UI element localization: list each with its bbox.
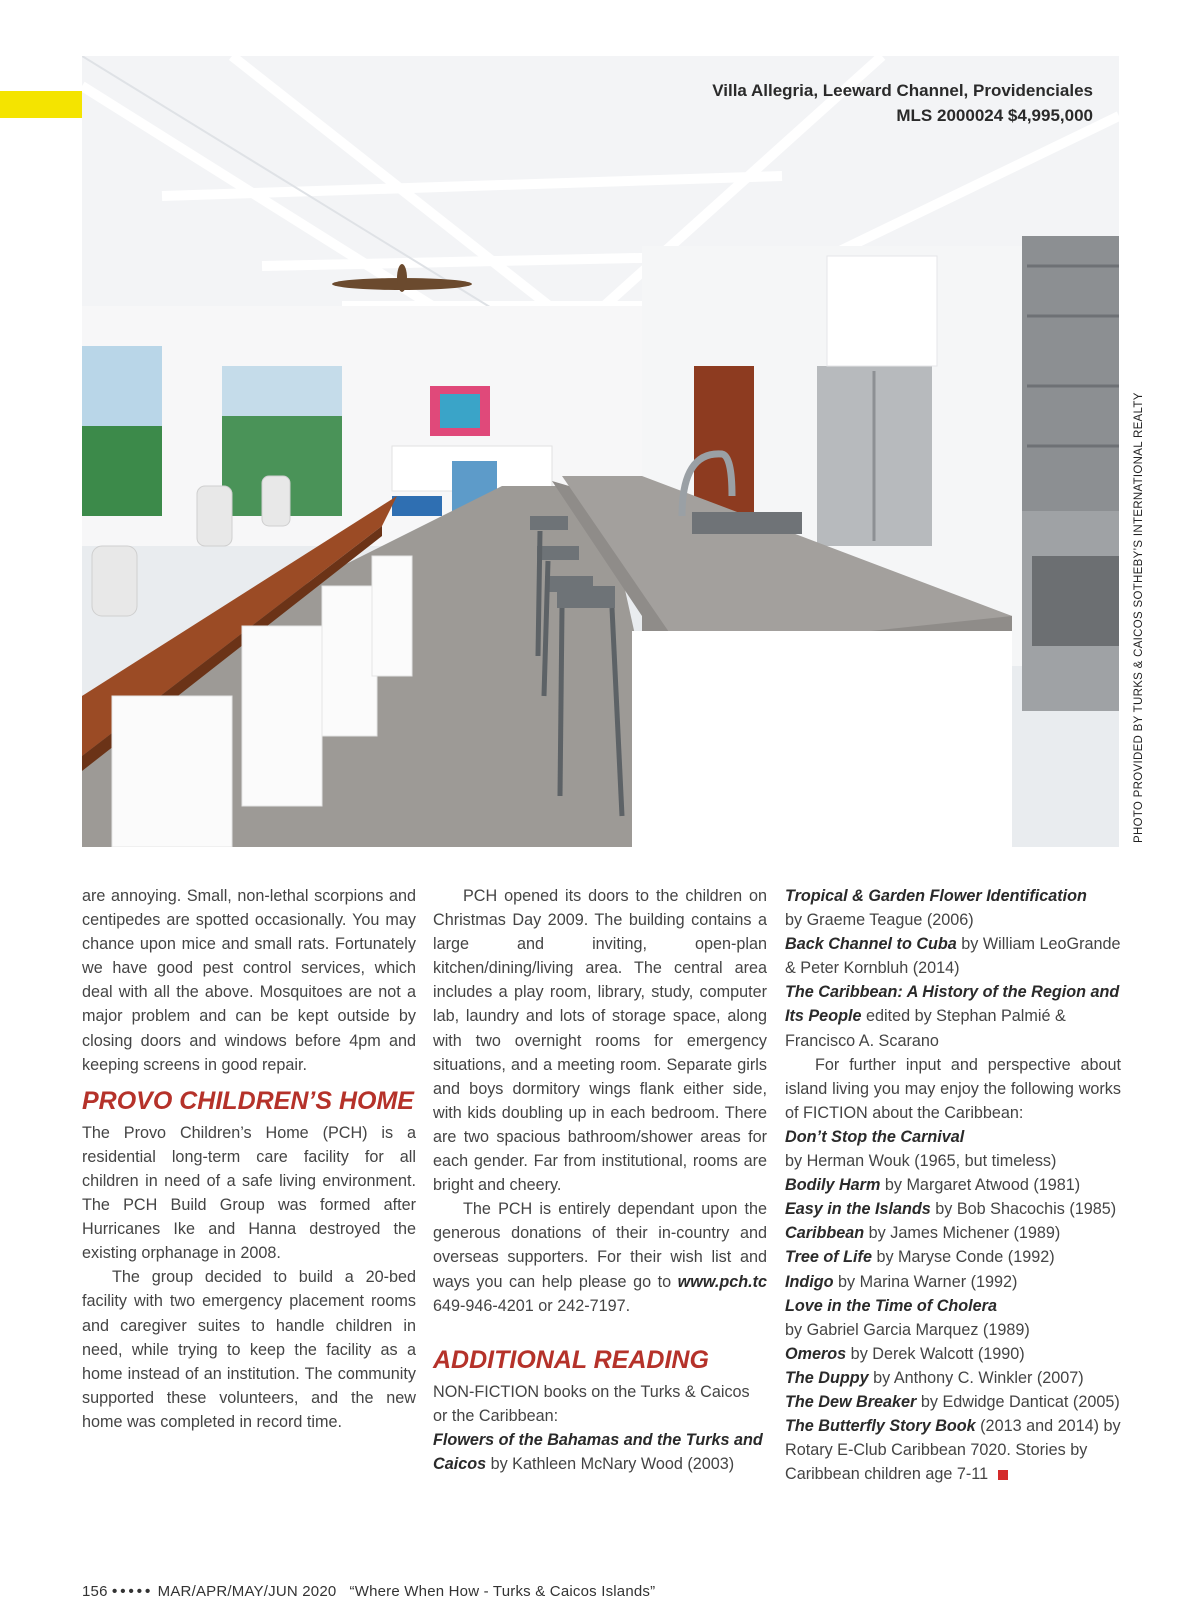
column-3 — [785, 884, 1121, 1486]
book-entry: Back Channel to Cuba by William LeoGrande & Peter Kornbluh (2014) — [785, 935, 1121, 978]
book-entry: Easy in the Islands by Bob Shacochis (1985) — [785, 1200, 1117, 1219]
column-2 — [433, 884, 767, 1476]
book-entry: Don’t Stop the Carnival by Herman Wouk (1965, but timeless) — [785, 1127, 1057, 1171]
photo-credit: PHOTO PROVIDED BY TURKS & CAICOS SOTHEBY’S INTERNATIONAL REALTY — [1133, 392, 1145, 843]
heading-provo-childrens-home: PROVO CHILDREN’S HOME — [82, 1086, 414, 1115]
book-entry: Caribbean by James Michener (1989) — [785, 1224, 1061, 1243]
book-entry: Indigo by Marina Warner (1992) — [785, 1272, 1018, 1291]
heading-additional-reading: ADDITIONAL READING — [433, 1345, 709, 1374]
caption-listing: MLS 2000024 $4,995,000 — [896, 106, 1093, 125]
book-entry: The Caribbean: A History of the Region and Its People edited by Stephan Palmié & Francisco A. Scarano — [785, 983, 1120, 1050]
page-footer — [82, 1583, 655, 1600]
column-1 — [82, 884, 416, 1434]
accent-tab — [0, 91, 82, 118]
caption-location: Villa Allegria, Leeward Channel, Providenciales — [712, 81, 1093, 100]
book-entry: Love in the Time of Cholera by Gabriel Garcia Marquez (1989) — [785, 1296, 1030, 1339]
end-mark-icon — [998, 1470, 1008, 1480]
page-number: 156 — [82, 1583, 108, 1600]
book-entry: Tree of Life by Maryse Conde (1992) — [785, 1248, 1055, 1267]
book-entry: Flowers of the Bahamas and the Turks and Caicos by Kathleen McNary Wood (2003) — [433, 1430, 763, 1473]
kitchen-interior-image — [82, 56, 1119, 847]
book-entry: The Butterfly Story Book (2013 and 2014) by Rotary E-Club Caribbean 7020. Stories by Caribbean children age 7-11 — [785, 1417, 1121, 1484]
book-entry: The Dew Breaker by Edwidge Danticat (2005) — [785, 1392, 1120, 1411]
paragraph-pests: are annoying. Small, non-lethal scorpions and centipedes are spotted occasionally. You may chance upon mice and small rats. Fortunately we have good pest control services, which deal with all the above. Mosquitoes are not a major problem and can be kept outside by closing doors and windows before 4pm and keeping screens in good repair. — [82, 887, 416, 1074]
book-entry: Tropical & Garden Flower Identification by Graeme Teague (2006) — [785, 887, 1087, 930]
footer-dots: ••••• — [112, 1583, 154, 1600]
paragraph-pch-build: The group decided to build a 20-bed facility with two emergency placement rooms and caregiver suites to handle children in need, while trying to keep the facility as a home instead of an institution. The community supported these volunteers, and the new home was completed in record time. — [82, 1268, 416, 1431]
book-entry: Omeros by Derek Walcott (1990) — [785, 1344, 1025, 1363]
paragraph-pch-opened: PCH opened its doors to the children on Christmas Day 2009. The building contains a large and inviting, open-plan kitchen/dining/living area. The central area includes a play room, library, study, computer lab, laundry and lots of storage space, along with two overnight rooms for emergency situations, and a meeting room. Separate girls and boys dormitory wings flank either side, with kids doubling up in each bedroom. There are two spacious bathroom/shower areas for each gender. Far from institutional, rooms are bright and cheery. — [433, 887, 767, 1195]
hero-photo — [82, 56, 1119, 847]
book-entry: The Duppy by Anthony C. Winkler (2007) — [785, 1368, 1084, 1387]
book-entry: Bodily Harm by Margaret Atwood (1981) — [785, 1176, 1081, 1195]
paragraph-pch-intro: The Provo Children’s Home (PCH) is a residential long-term care facility for all children in need of a safe living environment. The PCH Build Group was formed after Hurricanes Ike and Hanna destroyed the existing orphanage in 2008. — [82, 1123, 416, 1263]
photo-caption — [712, 78, 1093, 128]
fiction-intro: For further input and perspective about island living you may enjoy the following works of FICTION about the Caribbean: — [785, 1055, 1121, 1122]
nonfiction-intro: NON-FICTION books on the Turks & Caicos or the Caribbean: — [433, 1382, 750, 1425]
publication-name: “Where When How - Turks & Caicos Islands” — [349, 1583, 656, 1600]
pch-website-link[interactable]: www.pch.tc — [677, 1272, 767, 1291]
paragraph-pch-donations: The PCH is entirely dependant upon the generous donations of their in-country and overseas supporters. For their wish list and ways you can help please go to www.pch.tc 649-946-4201 or 242-7197. — [433, 1200, 767, 1315]
issue-date: MAR/APR/MAY/JUN 2020 — [157, 1583, 337, 1600]
